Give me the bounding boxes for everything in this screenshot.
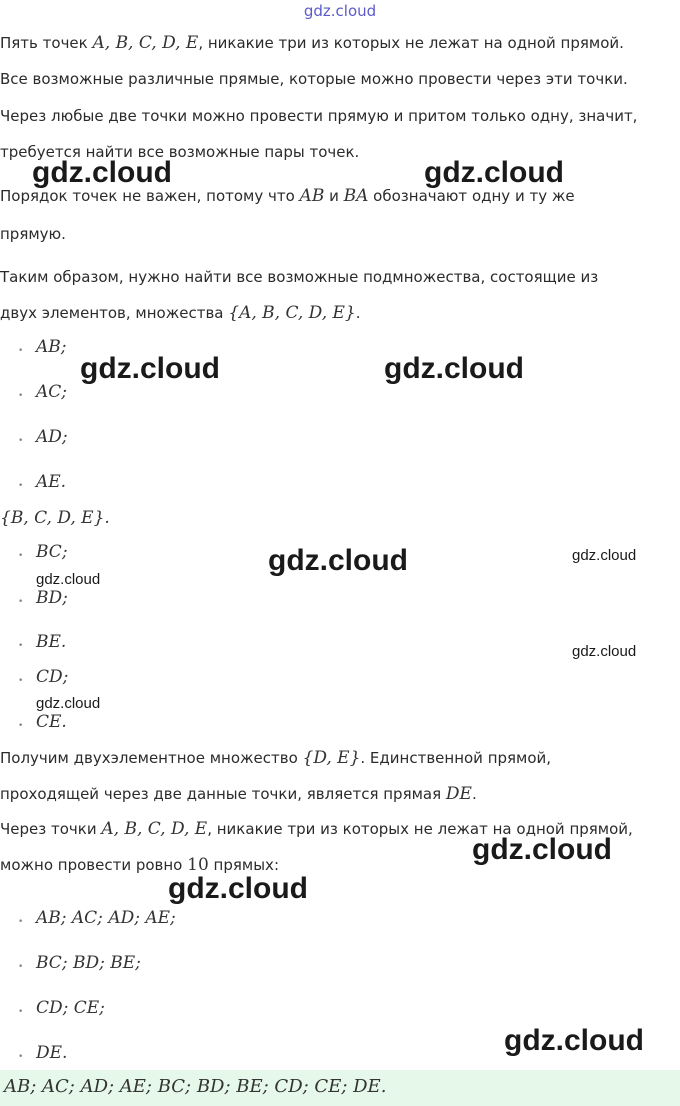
text: Пять точек [0,34,93,52]
answer-box [0,1070,680,1106]
math: AB [299,186,325,206]
list-item: BE. [36,632,67,652]
watermark: gdz.cloud [32,156,172,189]
problem-statement [0,32,680,54]
math: A, B, C, D, E [92,33,199,53]
text: двух элементов, множества [0,304,229,322]
bullet: • [18,346,24,356]
watermark: gdz.cloud [572,547,637,564]
list-item: DE. [36,1043,68,1063]
explanation-line [0,783,680,805]
explanation-line: прямую. [0,225,66,243]
math: A, B, C, D, E [101,819,208,839]
watermark: gdz.cloud [384,352,524,385]
bullet: • [18,391,24,401]
math: {A, B, C, D, E} [228,303,356,323]
list-item: CD; CE; [36,998,105,1018]
math: 10 [187,855,209,875]
math: BA [343,186,369,206]
text: обозначают одну и ту же [368,187,575,205]
text: прямых: [208,856,279,874]
watermark: gdz.cloud [424,156,564,189]
watermark: gdz.cloud [36,695,101,712]
explanation-line: Через любые две точки можно провести прямую и притом только одну, значит, [0,107,638,125]
bullet: • [18,551,24,561]
explanation-line [0,302,680,324]
bullet: • [18,962,24,972]
text: можно провести ровно [0,856,188,874]
explanation-line: требуется найти все возможные пары точек. [0,143,360,161]
text: . [471,785,477,803]
list-item: CD; [36,667,69,687]
watermark: gdz.cloud [168,872,308,905]
watermark: gdz.cloud [268,544,408,577]
text: . [355,304,361,322]
bullet: • [18,481,24,491]
bullet: • [18,917,24,927]
set-b: {B, C, D, E}. [0,508,110,528]
text: Через точки [0,820,102,838]
bullet: • [18,641,24,651]
explanation-line [0,747,680,769]
answer-text: AB; AC; AD; AE; BC; BD; BE; CD; CE; DE. [4,1076,387,1097]
list-item: AC; [36,382,68,402]
bullet: • [18,436,24,446]
list-item: AD; [36,427,68,447]
bullet: • [18,1052,24,1062]
text: , никакие три из которых не лежат на одной прямой, [207,820,633,838]
list-item: AE. [36,472,67,492]
list-item: AB; AC; AD; AE; [36,908,176,928]
list-item: CE. [36,712,67,732]
watermark: gdz.cloud [472,833,612,866]
site-header[interactable]: gdz.cloud [303,2,377,20]
watermark: gdz.cloud [36,571,101,588]
watermark: gdz.cloud [504,1024,644,1057]
list-item: BC; BD; BE; [36,953,141,973]
bullet: • [18,597,24,607]
text: проходящей через две данные точки, является прямая [0,785,446,803]
question-text: Все возможные различные прямые, которые можно провести через эти точки. [0,70,628,88]
list-item: BC; [36,542,68,562]
text: Получим двухэлементное множество [0,749,303,767]
bullet: • [18,676,24,686]
text: Порядок точек не важен, потому что [0,187,300,205]
watermark: gdz.cloud [80,352,220,385]
watermark: gdz.cloud [572,643,637,660]
bullet: • [18,721,24,731]
math: DE [445,784,472,804]
bullet: • [18,1007,24,1017]
explanation-line: Таким образом, нужно найти все возможные подмножества, состоящие из [0,268,599,286]
text: , никакие три из которых не лежат на одной прямой. [198,34,624,52]
text: и [324,187,344,205]
list-item: AB; [36,337,67,357]
list-item: BD; [36,588,68,608]
text: . Единственной прямой, [360,749,552,767]
math: {D, E} [302,748,361,768]
